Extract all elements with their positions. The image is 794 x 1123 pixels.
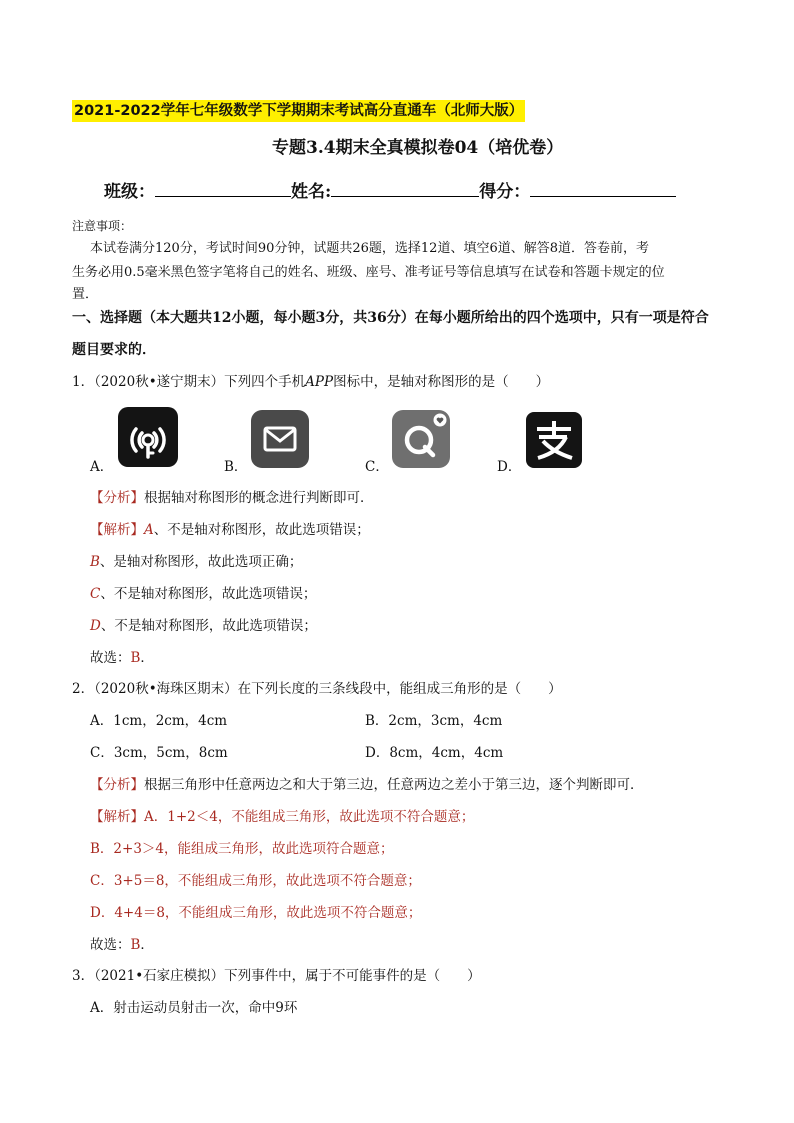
alipay-icon[interactable] (526, 412, 582, 468)
q2-solution-b: B．2+3＞4，能组成三角形，故此选项符合题意； (90, 841, 394, 857)
section-title-line-2: 题目要求的． (72, 342, 156, 358)
q2-stem: 2．（2020秋•海珠区期末）在下列长度的三条线段中，能组成三角形的是（ ） (72, 681, 562, 697)
wifi-key-icon[interactable] (118, 407, 178, 467)
notes-line-3: 置． (72, 287, 99, 302)
q2-option-b[interactable]: B．2cm，3cm，4cm (365, 713, 503, 729)
series-title: 2021-2022学年七年级数学下学期期末考试高分直通车（北师大版） (72, 100, 525, 122)
solution-letter: C (90, 586, 101, 602)
answer-label: 故选： (90, 650, 131, 666)
search-q-icon[interactable] (392, 410, 450, 468)
score-label: 得分： (479, 182, 531, 202)
solution-letter: D (90, 618, 101, 634)
q1-stem-app: APP (305, 374, 334, 390)
section-title-line-1: 一、选择题（本大题共12小题，每小题3分，共36分）在每小题所给出的四个选项中，只有一项是符合 (72, 310, 709, 326)
q1-answer (90, 646, 154, 670)
q2-solution-d: D．4+4＝8，不能组成三角形，故此选项不符合题意； (90, 905, 422, 921)
answer-end: ． (140, 650, 154, 666)
q2-answer (90, 933, 154, 957)
solution-text: A．1+2＜4，不能组成三角形，故此选项不符合题意； (144, 809, 475, 825)
score-blank[interactable] (530, 178, 676, 197)
name-blank[interactable] (331, 178, 479, 197)
q2-solution-c: C．3+5＝8，不能组成三角形，故此选项不符合题意； (90, 873, 421, 889)
q1-stem (72, 370, 549, 394)
q1-option-c[interactable]: C． (365, 459, 389, 475)
q3-stem: 3．（2021•石家庄模拟）下列事件中，属于不可能事件的是（ ） (72, 968, 481, 984)
solution-tag: 【解析】 (90, 522, 144, 538)
solution-letter: A (144, 522, 154, 538)
topic-title: 专题3.4期末全真模拟卷04（培优卷） (272, 138, 564, 158)
name-label: 姓名: (291, 182, 332, 202)
notes-line-2: 生务必用0.5毫米黑色签字笔将自己的姓名、班级、座号、准考证号等信息填写在试卷和答题卡规定的位 (72, 265, 665, 280)
q1-stem-text: 1．（2020秋•遂宁期末）下列四个手机 (72, 374, 306, 390)
q1-option-b[interactable]: B． (224, 459, 248, 475)
q1-option-d[interactable]: D． (497, 459, 522, 475)
solution-text: 、是轴对称图形，故此选项正确； (99, 554, 303, 570)
solution-text: 、不是轴对称图形，故此选项错误； (100, 586, 317, 602)
q2-solution-a (90, 805, 474, 829)
q1-stem-text-end: 图标中，是轴对称图形的是（ ） (333, 374, 550, 390)
q1-solution-b (90, 550, 302, 574)
mail-icon[interactable] (251, 410, 309, 468)
q3-option-a[interactable]: A．射击运动员射击一次，命中9环 (90, 1000, 298, 1016)
answer-label: 故选： (90, 937, 131, 953)
answer-letter: B (130, 650, 141, 666)
q1-solution-c (90, 582, 316, 606)
q1-solution-a (90, 518, 370, 542)
q2-option-d[interactable]: D．8cm，4cm，4cm (365, 745, 504, 761)
analysis-tag: 【分析】 (90, 490, 144, 506)
answer-end: ． (140, 937, 154, 953)
solution-letter: B (90, 554, 100, 570)
q1-solution-d (90, 614, 317, 638)
q2-analysis (90, 773, 644, 797)
analysis-text: 根据轴对称图形的概念进行判断即可． (144, 490, 374, 506)
analysis-tag: 【分析】 (90, 777, 144, 793)
solution-text: 、不是轴对称图形，故此选项错误； (100, 618, 317, 634)
q1-option-a[interactable]: A． (90, 459, 114, 475)
solution-text: 、不是轴对称图形，故此选项错误； (153, 522, 370, 538)
analysis-text: 根据三角形中任意两边之和大于第三边，任意两边之差小于第三边，逐个判断即可． (144, 777, 644, 793)
q2-option-a[interactable]: A．1cm，2cm，4cm (90, 713, 228, 729)
q1-analysis (90, 486, 374, 510)
notes-line-1: 本试卷满分120分，考试时间90分钟，试题共26题，选择12道、填空6道、解答8道．答卷前，考 (90, 241, 649, 256)
solution-tag: 【解析】 (90, 809, 144, 825)
class-blank[interactable] (155, 178, 291, 197)
answer-letter: B (130, 937, 141, 953)
class-label: 班级： (104, 182, 155, 202)
student-info-row (104, 178, 676, 206)
notes-title: 注意事项： (72, 219, 133, 233)
q2-option-c[interactable]: C．3cm，5cm，8cm (90, 745, 228, 761)
